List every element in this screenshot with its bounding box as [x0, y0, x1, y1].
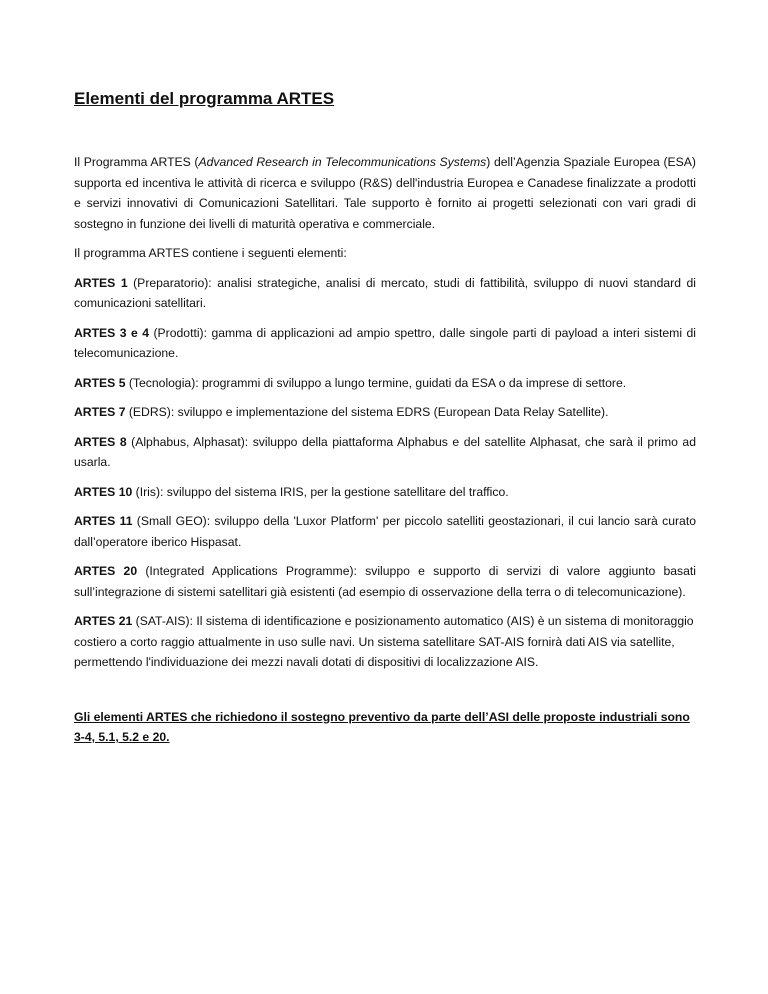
element-text: (Preparatorio): analisi strategiche, analisi di mercato, studi di fattibilità, sviluppo di nuovi standard di comunicazioni satellitari.: [74, 275, 696, 310]
element-text: (Alphabus, Alphasat): sviluppo della piattaforma Alphabus e del satellite Alphasat, che sarà il primo ad usarla.: [74, 434, 696, 469]
element-text: (Small GEO): sviluppo della 'Luxor Platform' per piccolo satelliti geostazionari, il cui lancio sarà curato dall’operatore iberico Hispasat.: [74, 514, 696, 549]
element-artes-1: [74, 273, 696, 314]
element-text: (SAT-AIS): Il sistema di identificazione e posizionamento automatico (AIS) è un sistema di monitoraggio costiero a corto raggio attualmente in uso sulle navi. Un sistema satellitare SAT-AIS fornirà dati AIS via satellite, permettendo l'individuazione dei mezzi navali dotati di dispositivi di localizzazione AIS.: [74, 614, 694, 669]
element-text: (Tecnologia): programmi di sviluppo a lungo termine, guidati da ESA o da imprese di settore.: [125, 375, 627, 390]
element-artes-11: [74, 511, 696, 552]
element-text: (Iris): sviluppo del sistema IRIS, per la gestione satellitare del traffico.: [132, 484, 509, 499]
element-artes-3-4: [74, 323, 696, 364]
intro-text-end: ) dell’Agenzia Spaziale Europea (ESA) supporta ed incentiva le attività di ricerca e sviluppo (R&S) dell'industria Europea e Canadese finalizzate a prodotti e servizi innovativi di Comunicazioni Satellitari. Tale supporto è fornito ai progetti selezionati con vari gradi di sostegno in funzione dei livelli di maturità operativa e commerciale.: [74, 155, 696, 231]
element-text: (EDRS): sviluppo e implementazione del sistema EDRS (European Data Relay Satellite).: [125, 405, 609, 419]
document-title: Elementi del programma ARTES: [74, 89, 335, 108]
element-artes-10: [74, 482, 696, 503]
element-artes-7: [74, 402, 696, 423]
element-label: ARTES 3 e 4: [74, 325, 150, 340]
intro-text-start: Il Programma ARTES (: [74, 155, 199, 169]
element-artes-21: [74, 611, 696, 673]
intro-italic-name: Advanced Research in Telecommunications Systems: [198, 155, 487, 169]
lead-paragraph: Il programma ARTES contiene i seguenti elementi:: [74, 246, 347, 260]
document-page: [74, 86, 696, 757]
element-text: (Prodotti): gamma di applicazioni ad ampio spettro, dalle singole parti di payload a interi sistemi di telecomunicazione.: [74, 325, 696, 360]
element-text: (Integrated Applications Programme): sviluppo e supporto di servizi di valore aggiunto basati sull’integrazione di sistemi satellitari già esistenti (ad esempio di osservazione della terra o di telecomunicazione).: [74, 564, 696, 599]
element-label: ARTES 10: [74, 484, 133, 499]
element-label: ARTES 11: [74, 514, 133, 528]
element-label: ARTES 20: [74, 564, 138, 578]
intro-paragraph: [74, 152, 696, 234]
conclusion-paragraph: Gli elementi ARTES che richiedono il sostegno preventivo da parte dell’ASI delle proposte industriali sono 3-4, 5.1, 5.2 e 20.: [74, 709, 690, 744]
element-artes-5: [74, 373, 696, 394]
element-label: ARTES 21: [74, 614, 133, 628]
element-label: ARTES 5: [74, 375, 126, 390]
element-artes-20: [74, 561, 696, 602]
element-artes-8: [74, 432, 696, 473]
element-label: ARTES 1: [74, 275, 128, 290]
element-label: ARTES 7: [74, 405, 126, 419]
element-label: ARTES 8: [74, 434, 127, 449]
